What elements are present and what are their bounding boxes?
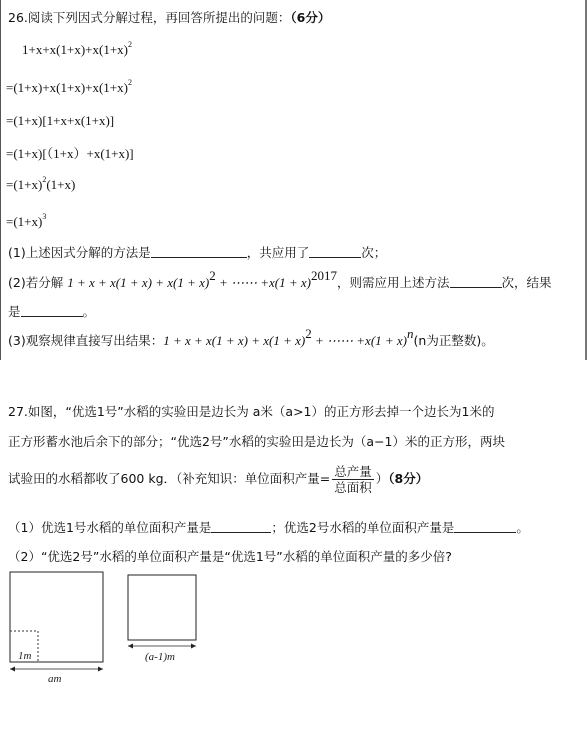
side-a-label: am <box>48 673 62 685</box>
q26-sub3-prompt: (3)观察规律直接写出结果： <box>8 333 164 348</box>
q26-sub1-middle: ，共应用了 <box>246 245 310 260</box>
arrow-left-icon <box>128 644 133 649</box>
q27-line-1 <box>8 402 494 420</box>
q26-sub2-result-label: 是 <box>8 304 21 319</box>
q26-sub2-exp1: 2 <box>209 268 216 283</box>
field-2-square <box>128 575 196 640</box>
q27-score: （8分） <box>388 471 429 486</box>
q26-sub2-blank-count[interactable] <box>450 276 502 288</box>
side-a-minus-1-label: (a-1)m <box>145 651 175 663</box>
q26-step1-exponent: 2 <box>127 78 132 87</box>
q27-sub1 <box>8 518 529 536</box>
q26-sub2-end: 次，结果 <box>501 275 552 290</box>
q26-sub2-result-end: 。 <box>82 304 96 319</box>
q26-sub2 <box>8 268 552 291</box>
arrow-left-icon <box>10 667 15 672</box>
q26-sub1 <box>8 243 386 261</box>
q26-step5-exponent: 3 <box>42 212 47 221</box>
q26-step1-text: =(1+x)+x(1+x)+x(1+x) <box>6 80 128 95</box>
q26-header-text: 26.阅读下列因式分解过程，再回答所提出的问题： <box>8 10 291 25</box>
q27-sub1-blank-1[interactable] <box>211 521 271 533</box>
q26-sub1-blank-method[interactable] <box>151 246 247 258</box>
q26-step-5 <box>6 214 46 230</box>
q26-expr-exponent: 2 <box>127 40 132 49</box>
q27-sub1-prompt: （1）优选1号水稻的单位面积产量是 <box>8 520 212 535</box>
q27-sub1-middle: ；优选2号水稻的单位面积产量是 <box>271 520 455 535</box>
q26-sub3-math-tail: + ⋯⋯ +x(1 + x) <box>311 333 408 348</box>
q26-step-3 <box>6 143 134 162</box>
q26-score: （6分） <box>290 10 331 25</box>
q26-sub2-exp2: 2017 <box>311 268 337 283</box>
unit-yield-fraction <box>332 464 374 495</box>
q26-sub2-blank-result[interactable] <box>21 305 83 317</box>
q27-sub2-text: （2）“优选2号”水稻的单位面积产量是“优选1号”水稻的单位面积产量的多少倍? <box>8 549 452 564</box>
q27-line-3 <box>8 464 428 495</box>
q26-sub2-math-tail: + ⋯⋯ +x(1 + x) <box>215 275 311 290</box>
q26-step-4 <box>6 177 75 193</box>
q26-sub3-end: (n为正整数)。 <box>413 333 494 348</box>
q26-step4-exponent: 2 <box>42 175 47 184</box>
q26-sub3-exp1: 2 <box>305 326 312 341</box>
q26-sub2-middle: ，则需应用上述方法 <box>337 275 450 290</box>
q26-step2-text: =(1+x)[1+x+x(1+x)] <box>6 113 115 128</box>
field-1-square <box>10 572 103 662</box>
q26-step4-part-a: =(1+x) <box>6 177 43 192</box>
q26-sub3-math: 1 + x + x(1 + x) + x(1 + x) <box>163 333 306 348</box>
q27-line3-close: ） <box>375 471 389 486</box>
q26-step3-text: =(1+x)[（1+x）+x(1+x)] <box>6 146 134 161</box>
q26-sub2-math: 1 + x + x(1 + x) + x(1 + x) <box>67 275 210 290</box>
arrow-right-icon <box>98 667 103 672</box>
q27-sub1-blank-2[interactable] <box>454 521 516 533</box>
q26-sub2-prompt: (2)若分解 <box>8 275 64 290</box>
pool-side-label: 1m <box>18 650 32 662</box>
q27-sub2 <box>8 547 452 565</box>
q26-expr-text: 1+x+x(1+x)+x(1+x) <box>22 42 128 57</box>
q26-step-1 <box>6 80 132 96</box>
q26-expression <box>22 42 132 58</box>
left-border-line <box>0 0 1 360</box>
q26-step4-part-b: (1+x) <box>46 177 76 192</box>
q27-line1-text: 27.如图，“优选1号”水稻的实验田是边长为 a米（a>1）的正方形去掉一个边长为1米的 <box>8 404 495 419</box>
q27-line-2 <box>8 432 505 450</box>
q26-sub2-result <box>8 302 95 320</box>
q26-sub3 <box>8 326 494 349</box>
fraction-numerator: 总产量 <box>334 464 372 479</box>
q26-sub1-prompt: (1)上述因式分解的方法是 <box>8 245 151 260</box>
q26-header <box>8 8 330 26</box>
q26-sub3-exp2: n <box>407 326 414 341</box>
q26-step-2 <box>6 113 114 129</box>
q27-figure <box>0 565 220 690</box>
q26-sub1-end: 次； <box>361 245 387 260</box>
q27-line2-text: 正方形蓄水池后余下的部分；“优选2号”水稻的实验田是边长为（a−1）米的正方形，两块 <box>8 434 505 449</box>
arrow-right-icon <box>191 644 196 649</box>
q26-sub1-blank-count[interactable] <box>309 246 361 258</box>
fraction-denominator: 总面积 <box>334 480 372 495</box>
q27-sub1-end: 。 <box>516 520 529 535</box>
q26-step5-text: =(1+x) <box>6 214 43 229</box>
q27-line3-text: 试验田的水稻都收了600 kg．（补充知识：单位面积产量= <box>8 471 331 486</box>
